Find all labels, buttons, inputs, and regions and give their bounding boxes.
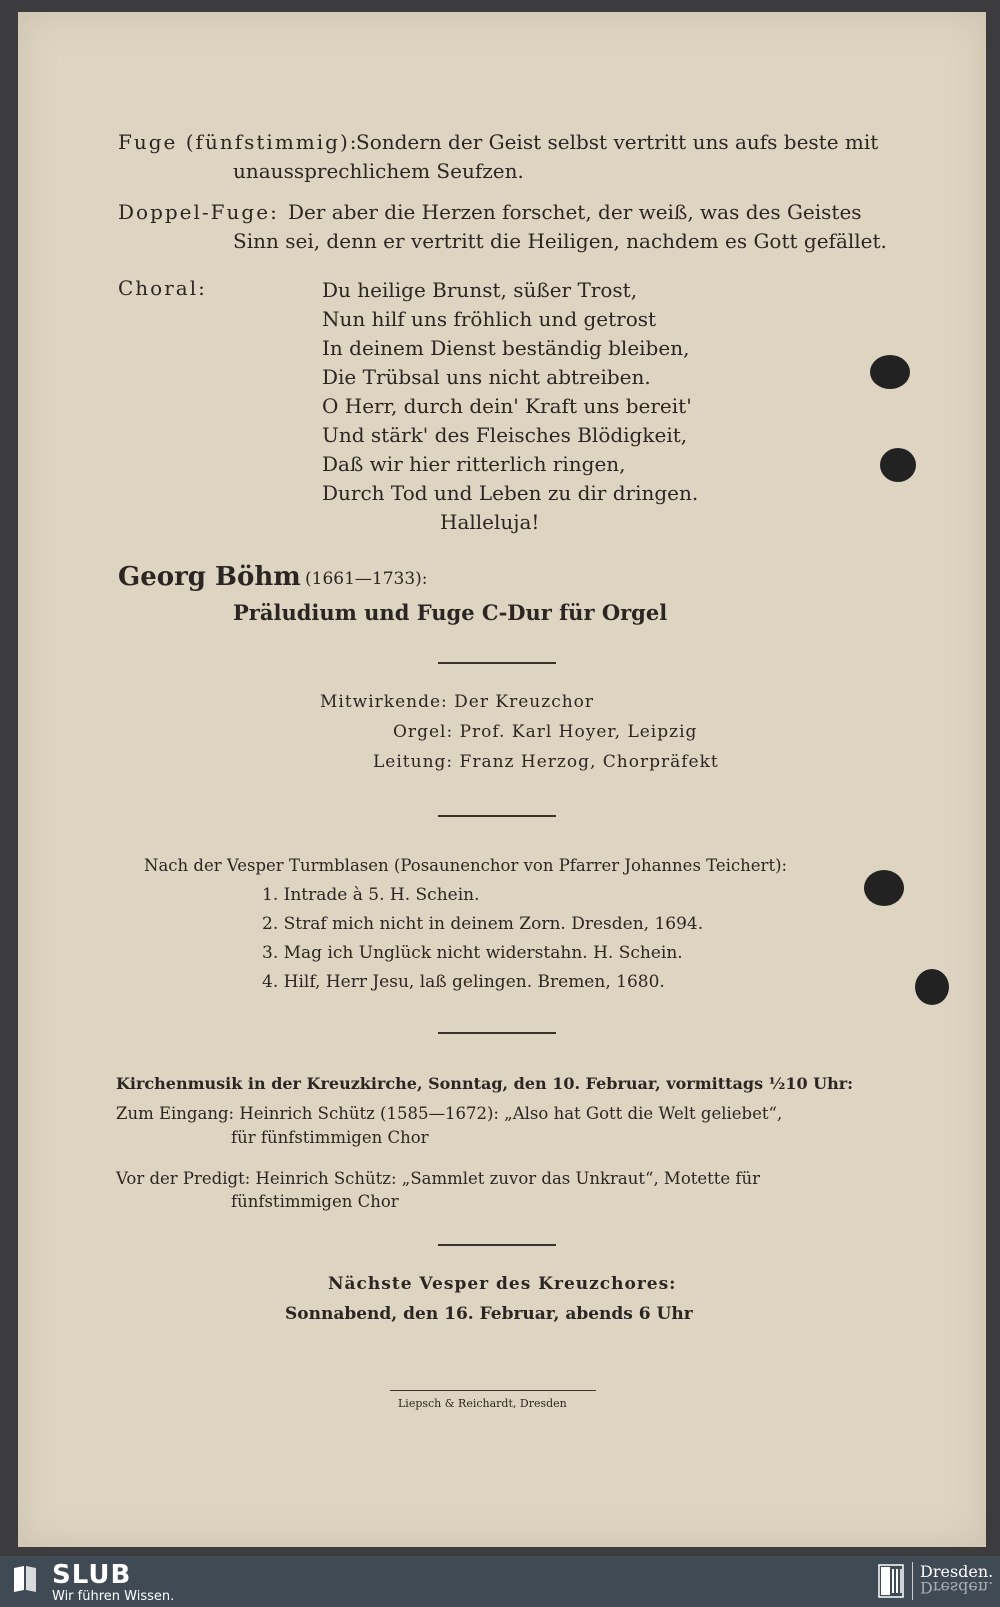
footer-city-mirror: Dresden. bbox=[920, 1578, 994, 1597]
choral-halleluja: Halleluja! bbox=[440, 510, 540, 534]
printer-rule bbox=[390, 1390, 596, 1391]
composer-name: Georg Böhm bbox=[118, 562, 301, 592]
turmblasen-item: 2. Straf mich nicht in deinem Zorn. Dresden, 1694. bbox=[262, 914, 704, 934]
choral-line: Nun hilf uns fröhlich und getrost bbox=[322, 307, 657, 331]
turmblasen-item: 1. Intrade à 5. H. Schein. bbox=[262, 885, 480, 905]
composer-years: (1661—1733): bbox=[305, 569, 428, 589]
footer-separator bbox=[912, 1562, 913, 1600]
kirchenmusik-heading: Kirchenmusik in der Kreuzkirche, Sonntag, den 10. Februar, vormittags ½10 Uhr: bbox=[116, 1074, 854, 1093]
choral-line: Die Trübsal uns nicht abtreiben. bbox=[322, 365, 651, 389]
next-vesper-line-1: Nächste Vesper des Kreuzchores: bbox=[328, 1274, 677, 1294]
footer-slogan: Wir führen Wissen. bbox=[52, 1589, 175, 1604]
performers-leitung: Leitung: Franz Herzog, Chorpräfekt bbox=[373, 752, 719, 772]
next-vesper-line-2: Sonnabend, den 16. Februar, abends 6 Uhr bbox=[285, 1304, 693, 1324]
choral-line: O Herr, durch dein' Kraft uns bereit' bbox=[322, 394, 692, 418]
doppel-fuge-text-line-2: Sinn sei, denn er vertritt die Heiligen, nachdem es Gott gefället. bbox=[233, 229, 887, 253]
document-page bbox=[18, 12, 986, 1547]
punch-hole bbox=[880, 448, 916, 482]
fuge-text-line-2: unaussprechlichem Seufzen. bbox=[233, 159, 524, 183]
footer-city[interactable]: Dresden. bbox=[920, 1562, 994, 1581]
kirchenmusik-eingang-line-2: für fünfstimmigen Chor bbox=[231, 1128, 429, 1147]
footer-brand[interactable]: SLUB bbox=[52, 1560, 132, 1590]
printer-imprint: Liepsch & Reichardt, Dresden bbox=[398, 1397, 567, 1410]
turmblasen-heading: Nach der Vesper Turmblasen (Posaunenchor von Pfarrer Johannes Teichert): bbox=[144, 856, 788, 875]
choral-line: Durch Tod und Leben zu dir dringen. bbox=[322, 481, 699, 505]
divider bbox=[438, 1244, 556, 1246]
doppel-fuge-text-line-1: Der aber die Herzen forschet, der weiß, was des Geistes bbox=[288, 200, 862, 224]
dresden-crest-icon bbox=[878, 1563, 904, 1599]
performers-orgel: Orgel: Prof. Karl Hoyer, Leipzig bbox=[393, 722, 698, 742]
footer-bar bbox=[0, 1556, 1000, 1607]
book-logo-icon bbox=[12, 1564, 38, 1592]
choral-line: In deinem Dienst beständig bleiben, bbox=[322, 336, 690, 360]
doppel-fuge-label: Doppel-Fuge: bbox=[118, 200, 279, 224]
choral-label: Choral: bbox=[118, 276, 207, 300]
kirchenmusik-eingang-line-1: Zum Eingang: Heinrich Schütz (1585—1672): „Also hat Gott die Welt geliebet“, bbox=[116, 1104, 783, 1123]
choral-line: Du heilige Brunst, süßer Trost, bbox=[322, 278, 638, 302]
kirchenmusik-predigt-line-2: fünfstimmigen Chor bbox=[231, 1192, 399, 1211]
performers-mitwirkende: Mitwirkende: Der Kreuzchor bbox=[320, 692, 595, 712]
punch-hole bbox=[864, 870, 904, 906]
turmblasen-item: 4. Hilf, Herr Jesu, laß gelingen. Bremen, 1680. bbox=[262, 972, 665, 992]
work-title: Präludium und Fuge C-Dur für Orgel bbox=[233, 600, 668, 625]
choral-line: Und stärk' des Fleisches Blödigkeit, bbox=[322, 423, 688, 447]
fuge-text-line-1: Sondern der Geist selbst vertritt uns aufs beste mit bbox=[356, 130, 879, 154]
divider bbox=[438, 1032, 556, 1034]
divider bbox=[438, 815, 556, 817]
kirchenmusik-predigt-line-1: Vor der Predigt: Heinrich Schütz: „Sammlet zuvor das Unkraut“, Motette für bbox=[116, 1169, 761, 1188]
choral-line: Daß wir hier ritterlich ringen, bbox=[322, 452, 626, 476]
punch-hole bbox=[915, 969, 949, 1005]
punch-hole bbox=[870, 355, 910, 389]
divider bbox=[438, 662, 556, 664]
turmblasen-item: 3. Mag ich Unglück nicht widerstahn. H. Schein. bbox=[262, 943, 683, 963]
fuge-label: Fuge (fünfstimmig): bbox=[118, 130, 359, 154]
